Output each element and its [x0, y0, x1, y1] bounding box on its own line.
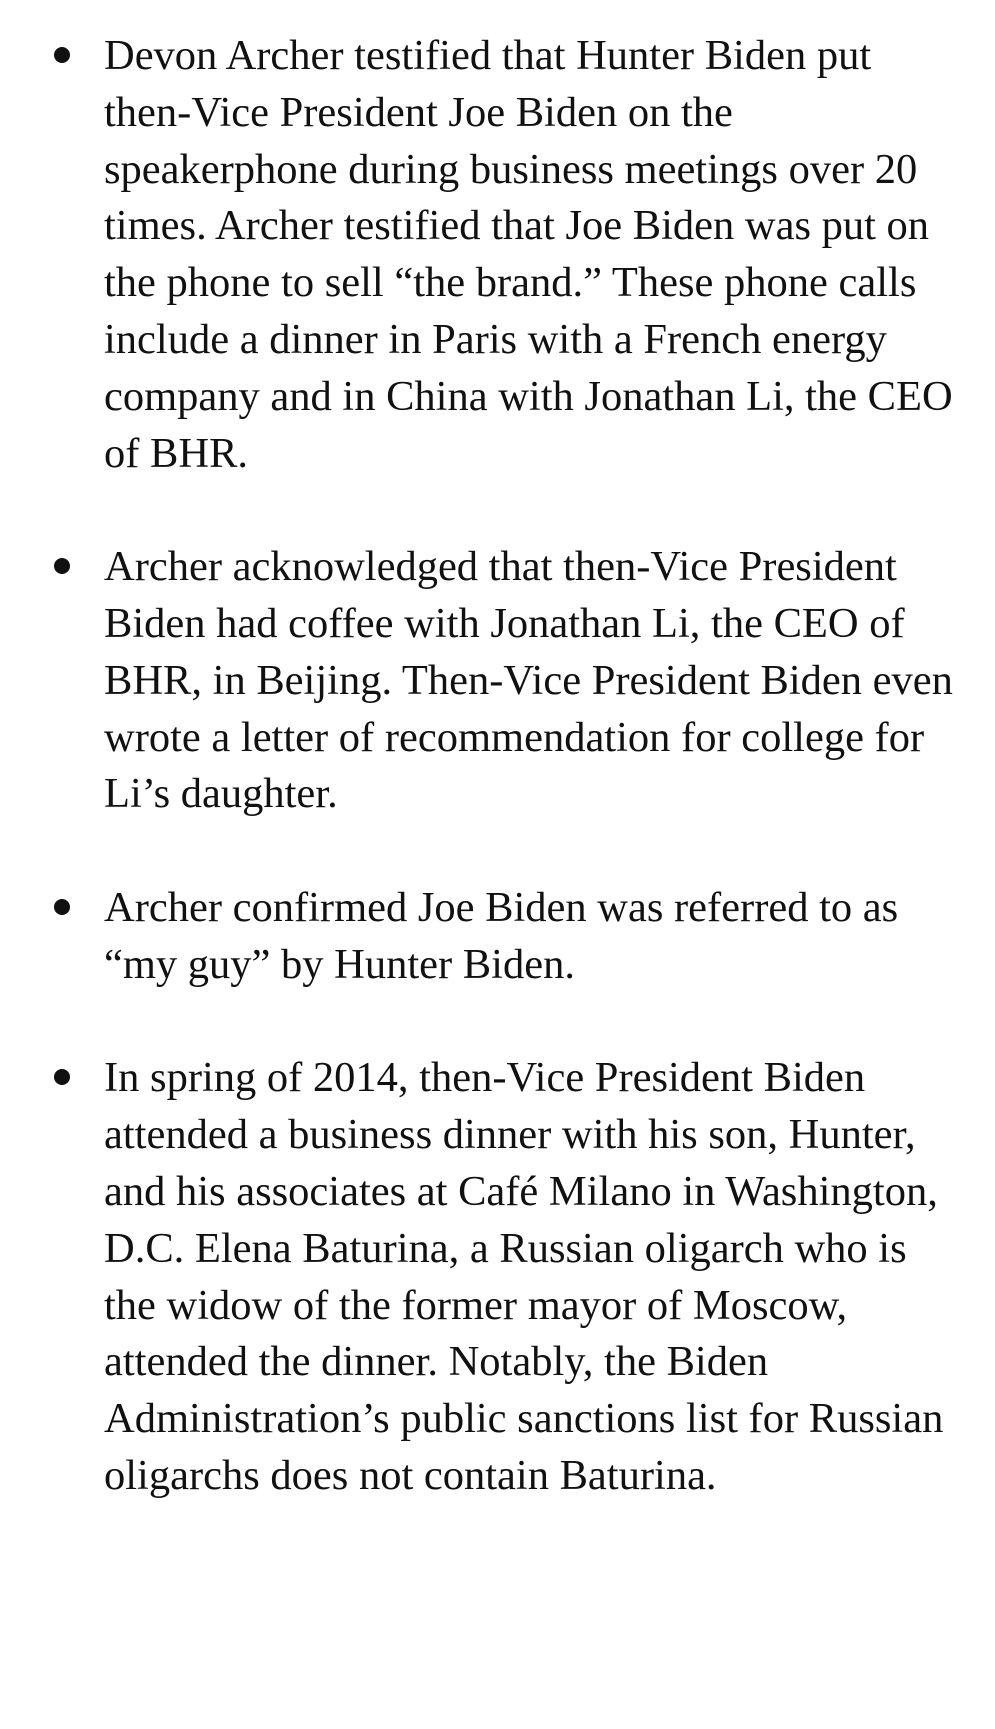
- bullet-text: Archer confirmed Joe Biden was referred to as “my guy” by Hunter Biden.: [104, 883, 899, 988]
- bullet-item-archer-speakerphone: [0, 28, 995, 482]
- bullet-point-icon: [54, 558, 70, 574]
- bullet-point-icon: [54, 899, 70, 915]
- bullet-text: In spring of 2014, then-Vice President Biden attended a business dinner with his son, Hunter, and his associates at Café Milano in Washington, D.C. Elena Baturina, a Russian oligarch who is the widow of the former mayor of Moscow, attended the dinner. Notably, the Biden Administration’s public sanctions list for Russian oligarchs does not contain Baturina.: [104, 1054, 944, 1499]
- bullet-item-my-guy: [0, 880, 995, 994]
- bullet-item-coffee-beijing: [0, 539, 995, 823]
- bullet-point-icon: [54, 1069, 70, 1085]
- bullet-list: [0, 28, 995, 1505]
- bullet-text: Devon Archer testified that Hunter Biden put then-Vice President Joe Biden on the speakerphone during business meetings over 20 times. Archer testified that Joe Biden was put on the phone to sell “the brand.” These phone calls include a dinner in Paris with a French energy company and in China with Jonathan Li, the CEO of BHR.: [104, 32, 953, 477]
- document-body: [0, 28, 995, 1562]
- bullet-point-icon: [54, 47, 70, 63]
- bullet-text: Archer acknowledged that then-Vice President Biden had coffee with Jonathan Li, the CEO of BHR, in Beijing. Then-Vice President Biden even wrote a letter of recommendation for college for Li’s daughter.: [104, 543, 953, 818]
- bullet-item-cafe-milano: [0, 1050, 995, 1504]
